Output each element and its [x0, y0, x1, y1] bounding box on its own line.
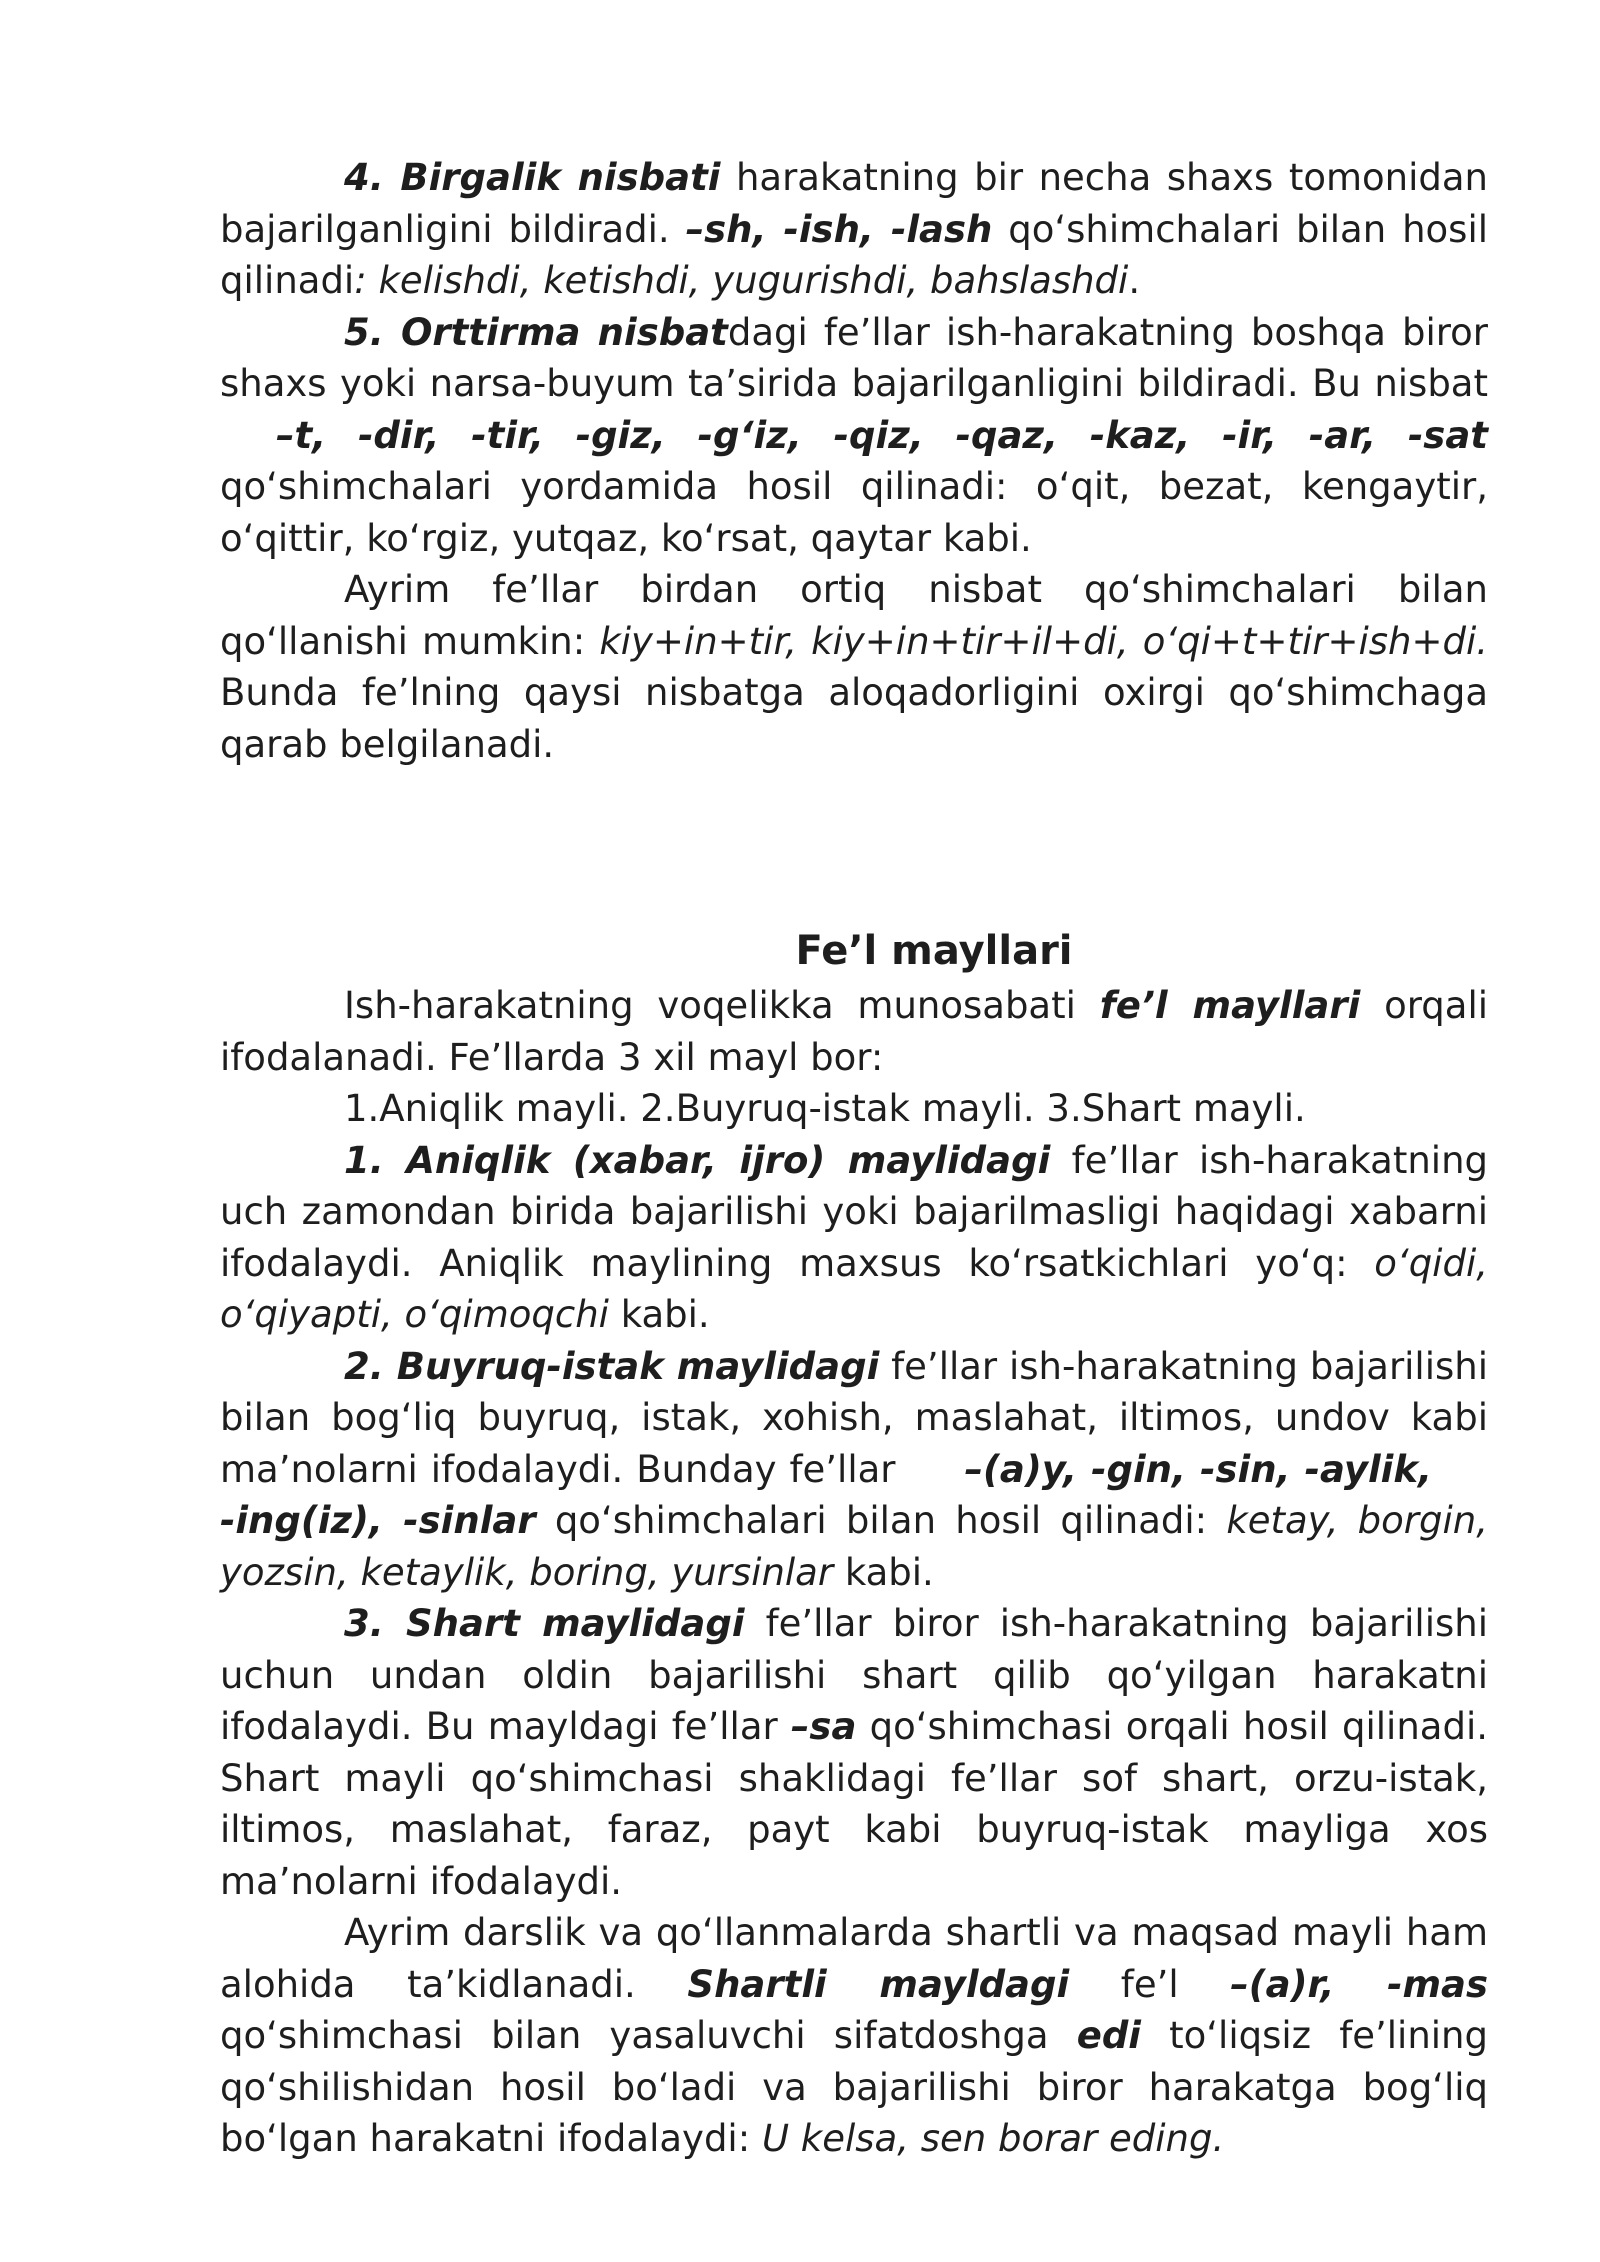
- suffix: –sa: [790, 1705, 857, 1748]
- text-segment: harakatning bir necha shaxs tomonidan bajarilganligini bildiradi.: [220, 156, 1488, 251]
- text-segment: orqali ifodalanadi. Fe’llarda 3 xil mayl bor:: [220, 984, 1489, 1079]
- term-aniqlik-mayli: 1. Aniqlik (xabar, ijro) maylidagi: [344, 1138, 1051, 1182]
- text-segment: qo‘shimchalari bilan hosil qilinadi: [220, 207, 1489, 302]
- suffix-list: –(a)y, -gin, -sin, -aylik,: [964, 1447, 1433, 1491]
- term-edi: edi: [1076, 2014, 1141, 2057]
- term-shart-mayli: 3. Shart maylidagi: [344, 1602, 745, 1645]
- suffix-list: –sh, -ish, -lash: [685, 207, 993, 251]
- text-segment: qo‘shimchalari yordamida hosil qilinadi: o‘qit, bezat, kengaytir, o‘qittir, ko‘rgiz, yutqaz, ko‘rsat, qaytar kabi.: [220, 465, 1488, 560]
- text-segment: fe’llar biror ish-harakatning bajarilishi uchun undan oldin bajarilishi shart qilib qo‘yilgan harakatni ifodalaydi. Bu mayldagi fe’llar: [220, 1602, 1488, 1748]
- suffix-list: -ing(iz), -sinlar: [220, 1499, 536, 1542]
- term-fel-mayllari: fe’l mayllari: [1099, 984, 1361, 1027]
- example-list: ketay, borgin, yozsin, ketaylik, boring, yursinlar: [220, 1499, 1488, 1594]
- term-birgalik-nisbati: 4. Birgalik nisbati: [344, 156, 721, 199]
- suffix-list: –t, -dir, -tir, -giz, -g‘iz, -qiz, -qaz, -kaz, -ir, -ar, -sat: [276, 413, 1488, 457]
- example-sentence: U kelsa, sen borar eding.: [761, 2117, 1225, 2160]
- paragraph-multiple-suffixes: [220, 564, 1488, 770]
- term-orttirma-nisbat: 5. Orttirma nisbat: [344, 310, 728, 354]
- text-segment: qo‘shimchasi bilan yasaluvchi sifatdoshga: [220, 2014, 1077, 2057]
- document-page: [220, 152, 1488, 2165]
- paragraph-shart-mayli: [220, 1598, 1488, 1907]
- term-buyruq-istak-mayli: 2. Buyruq-istak maylidagi: [344, 1344, 880, 1388]
- text-segment: kabi.: [833, 1550, 934, 1594]
- text-segment: dagi fe’llar ish-harakatning boshqa biror shaxs yoki narsa-buyum ta’sirida bajarilganligini bildiradi. Bu nisbat: [220, 310, 1488, 405]
- text-segment: qo‘shimchalari bilan hosil qilinadi:: [535, 1499, 1227, 1542]
- suffix-list: –(a)r, -mas: [1230, 1962, 1489, 2006]
- paragraph-shartli-mayl: [220, 1907, 1488, 2165]
- text-segment: Ayrim darslik va qo‘llanmalarda shartli va maqsad mayli ham alohida ta’kidlanadi.: [220, 1911, 1488, 2006]
- text-segment: Bunda fe’lning qaysi nisbatga aloqadorligini oxirgi qo‘shimchaga qarab belgilanadi.: [220, 671, 1488, 766]
- paragraph-aniqlik-mayli: [220, 1135, 1488, 1341]
- paragraph-birgalik-nisbati: [220, 152, 1488, 307]
- example-list: kiy+in+tir, kiy+in+tir+il+di, o‘qi+t+tir+ish+di.: [599, 619, 1488, 663]
- paragraph-buyruq-istak-mayli: [220, 1341, 1488, 1599]
- text-segment: to‘liqsiz fe’lining qo‘shilishidan hosil bo‘ladi va bajarilishi biror harakatga bog‘liq bo‘lgan harakatni ifodalaydi:: [220, 2014, 1488, 2160]
- text-segment: fe’llar ish-harakatning uch zamondan birida bajarilishi yoki bajarilmasligi haqidagi xabarni ifodalaydi. Aniqlik maylining maxsus ko‘rsatkichlari yo‘q:: [220, 1138, 1489, 1285]
- term-shartli-mayl: Shartli mayldagi: [687, 1962, 1070, 2006]
- text-segment: fe’l: [1069, 1962, 1231, 2006]
- section-spacer: [220, 770, 1488, 922]
- example-list: : kelishdi, ketishdi, yugurishdi, bahslashdi: [354, 259, 1129, 302]
- text-segment: qo‘shimchasi orqali hosil qilinadi. Shart mayli qo‘shimchasi shaklidagi fe’llar sof shart, orzu-istak, iltimos, maslahat, faraz, payt kabi buyruq-istak mayliga xos ma’nolarni ifodalaydi.: [220, 1705, 1488, 1903]
- text-segment: .: [1128, 259, 1141, 302]
- text-segment: kabi.: [608, 1293, 710, 1336]
- mood-list-line: 1.Aniqlik mayli. 2.Buyruq-istak mayli. 3.Shart mayli.: [344, 1087, 1306, 1130]
- example-list: o‘qidi, o‘qiyapti, o‘qimoqchi: [220, 1241, 1488, 1336]
- text-segment: Ayrim fe’llar birdan ortiq nisbat qo‘shimchalari bilan qo‘llanishi mumkin:: [220, 568, 1488, 663]
- paragraph-intro: [220, 980, 1488, 1083]
- paragraph-orttirma-nisbat: [220, 307, 1488, 565]
- text-segment: fe’llar ish-harakatning bajarilishi bilan bog‘liq buyruq, istak, xohish, maslahat, iltimos, undov kabi ma’nolarni ifodalaydi. Bunday fe’llar: [220, 1344, 1488, 1491]
- text-segment: Ish-harakatning voqelikka munosabati: [344, 984, 1100, 1027]
- section-heading: Fe’l mayllari: [795, 928, 1073, 974]
